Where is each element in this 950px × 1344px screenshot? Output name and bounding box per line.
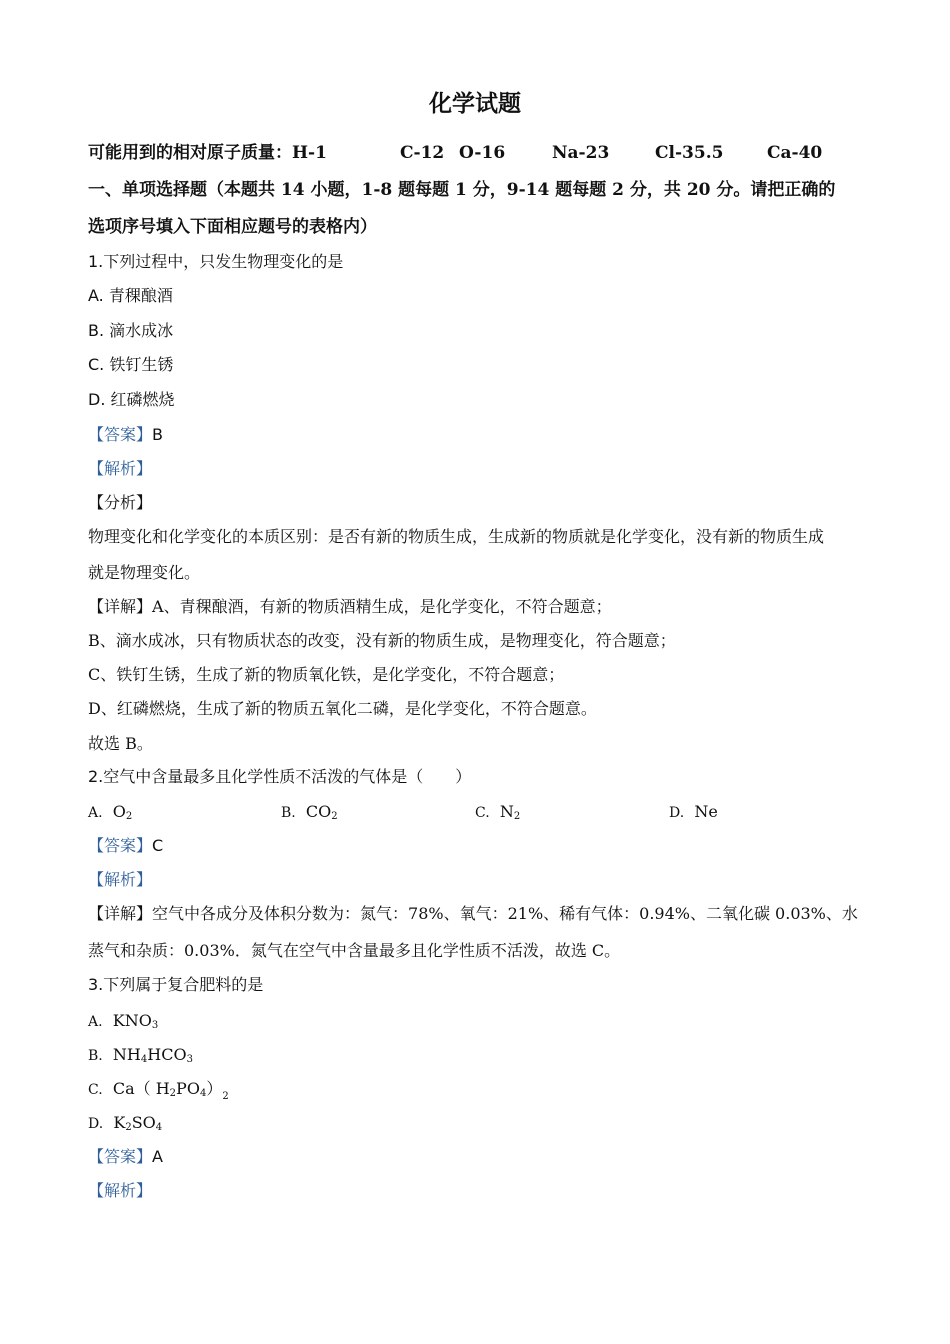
section-heading-line1: 一、单项选择题（本题共 14 小题，1-8 题每题 1 分，9-14 题每题 2 分，共 20 分。请把正确的 bbox=[88, 180, 836, 200]
q1-conclusion: 故选 B。 bbox=[88, 734, 153, 753]
answer-tag: 【答案】 bbox=[88, 1147, 153, 1166]
q1-detail-b: B、滴水成冰，只有物质状态的改变，没有新的物质生成，是物理变化，符合题意； bbox=[88, 631, 676, 650]
q2-option-b: B. $CO_2$ bbox=[281, 802, 338, 822]
q2-answer bbox=[88, 836, 163, 856]
q2-option-d: D. Ne bbox=[669, 802, 718, 821]
q2-option-a: A. $O_2$ bbox=[88, 802, 133, 822]
answer-value: A bbox=[152, 1147, 163, 1166]
q3-stem: 3.下列属于复合肥料的是 bbox=[88, 975, 264, 994]
section-heading-line2: 选项序号填入下面相应题号的表格内） bbox=[88, 217, 377, 237]
atomic-mass-c: C-12 bbox=[400, 143, 445, 163]
answer-tag: 【答案】 bbox=[88, 425, 153, 444]
q1-detail-c: C、铁钉生锈，生成了新的物质氧化铁，是化学变化，不符合题意； bbox=[88, 665, 565, 684]
q3-option-d: D. $K_2SO_4$ bbox=[88, 1113, 163, 1133]
atomic-mass-label: 可能用到的相对原子质量： bbox=[88, 143, 292, 163]
q1-jiexi-tag: 【解析】 bbox=[88, 459, 153, 478]
q1-stem: 1.下列过程中，只发生物理变化的是 bbox=[88, 252, 344, 271]
q1-fenxi-line1: 物理变化和化学变化的本质区别：是否有新的物质生成，生成新的物质就是化学变化，没有新的物质生成 bbox=[88, 527, 825, 546]
q1-option-b: B. 滴水成冰 bbox=[88, 321, 174, 340]
answer-tag: 【答案】 bbox=[88, 836, 153, 855]
atomic-mass-line bbox=[88, 143, 823, 163]
atomic-mass-ca: Ca-40 bbox=[767, 143, 823, 163]
answer-value: B bbox=[152, 425, 163, 444]
q1-fenxi-tag: 【分析】 bbox=[88, 493, 153, 512]
q2-detail-line2: 蒸气和杂质：0.03%．氮气在空气中含量最多且化学性质不活泼，故选 C。 bbox=[88, 941, 621, 960]
q3-option-b: B. $NH_4HCO_3$ bbox=[88, 1045, 193, 1065]
q1-fenxi-line2: 就是物理变化。 bbox=[88, 563, 201, 582]
q2-detail-line1: 【详解】空气中各成分及体积分数为：氮气：78%、氧气：21%、稀有气体：0.94%、二氧化碳 0.03%、水 bbox=[88, 904, 858, 923]
q2-option-c: C. $N_2$ bbox=[475, 802, 521, 822]
q3-option-a: A. $KNO_3$ bbox=[88, 1011, 159, 1031]
q3-answer bbox=[88, 1147, 163, 1167]
atomic-mass-na: Na-23 bbox=[552, 143, 610, 163]
q1-option-a: A. 青稞酿酒 bbox=[88, 286, 173, 305]
q2-stem: 2.空气中含量最多且化学性质不活泼的气体是（ ） bbox=[88, 767, 472, 786]
q3-option-c: C. Ca（ $H_2PO_4)_2$ bbox=[88, 1079, 229, 1102]
atomic-mass-cl: Cl-35.5 bbox=[655, 143, 724, 163]
answer-value: C bbox=[152, 836, 164, 855]
atomic-mass-h: H-1 bbox=[292, 143, 327, 163]
q2-jiexi-tag: 【解析】 bbox=[88, 870, 153, 889]
q2-options-row bbox=[88, 802, 788, 822]
q1-detail-d: D、红磷燃烧，生成了新的物质五氧化二磷，是化学变化，不符合题意。 bbox=[88, 699, 597, 718]
q3-jiexi-tag: 【解析】 bbox=[88, 1181, 153, 1200]
atomic-mass-o: O-16 bbox=[459, 143, 506, 163]
page-title: 化学试题 bbox=[429, 90, 521, 117]
q1-option-c: C. 铁钉生锈 bbox=[88, 355, 174, 374]
q1-option-d: D. 红磷燃烧 bbox=[88, 390, 175, 409]
q1-answer bbox=[88, 425, 163, 445]
q1-detail-a: 【详解】A、青稞酿酒，有新的物质酒精生成，是化学变化，不符合题意； bbox=[88, 597, 612, 616]
